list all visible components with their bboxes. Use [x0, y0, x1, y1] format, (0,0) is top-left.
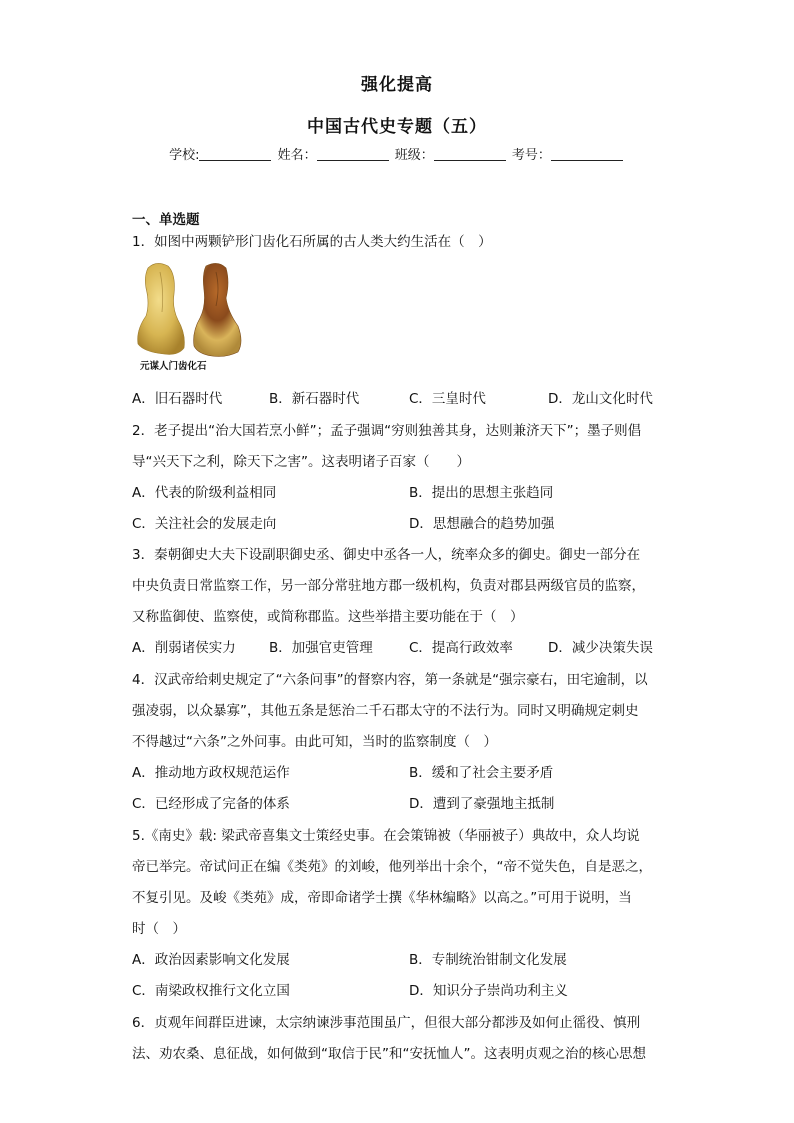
student-info-row [0, 144, 794, 163]
question-2-stem-line-2: 导“兴天下之利，除天下之害”。这表明诸子百家（ ） [132, 454, 470, 470]
question-4-stem-line-1: 4．汉武帝给刺史规定了“六条问事”的督察内容，第一条就是“强宗豪右，田宅逾制，以 [132, 672, 648, 688]
q4-option-c[interactable]: C．已经形成了完备的体系 [132, 796, 290, 812]
name-label: 姓名： [277, 148, 317, 163]
tooth-fossil-image [134, 260, 246, 372]
question-6-stem-line-2: 法、劝农桑、息征战，如何做到“取信于民”和“安抚恤人”。这表明贞观之治的核心思想 [132, 1046, 646, 1062]
q5-option-b[interactable]: B．专制统治钳制文化发展 [409, 952, 567, 968]
school-blank[interactable] [199, 147, 271, 161]
question-5-stem-line-1: 5.《南史》载: 梁武帝喜集文士策经史事。在会策锦被（华丽被子）典故中，众人均说 [132, 828, 640, 844]
q1-option-c[interactable]: C．三皇时代 [409, 391, 486, 407]
section-heading: 一、单选题 [132, 212, 200, 228]
question-5-stem-line-4: 时（ ） [132, 921, 186, 937]
exam-number-blank[interactable] [551, 147, 623, 161]
q1-option-a[interactable]: A．旧石器时代 [132, 391, 223, 407]
question-1-stem: 1．如图中两颗铲形门齿化石所属的古人类大约生活在（ ） [132, 234, 492, 250]
question-3-stem-line-3: 又称监御使、监察使，或简称郡监。这些举措主要功能在于（ ） [132, 609, 524, 625]
question-5-stem-line-2: 帝已举完。帝试问正在编《类苑》的刘峻，他列举出十余个，“帝不觉失色，自是恶之， [132, 859, 652, 875]
page-title: 强化提高 [361, 75, 433, 95]
question-2-stem-line-1: 2．老子提出“治大国若烹小鲜”；孟子强调“穷则独善其身，达则兼济天下”；墨子则倡 [132, 423, 642, 439]
q2-option-b[interactable]: B．提出的思想主张趋同 [409, 485, 554, 501]
question-5-stem-line-3: 不复引见。及峻《类苑》成，帝即命诸学士撰《华林编略》以高之。”可用于说明，当 [132, 890, 632, 906]
question-3-stem-line-1: 3．秦朝御史大夫下设副职御史丞、御史中丞各一人，统率众多的御史。御史一部分在 [132, 547, 641, 563]
class-label: 班级： [394, 148, 434, 163]
q4-option-b[interactable]: B．缓和了社会主要矛盾 [409, 765, 554, 781]
question-6-stem-line-1: 6．贞观年间群臣进谏，太宗纳谏涉事范围虽广，但很大部分都涉及如何止徭役、慎刑 [132, 1015, 641, 1031]
question-3-stem-line-2: 中央负责日常监察工作，另一部分常驻地方郡一级机构，负责对郡县两级官员的监察， [132, 578, 645, 594]
q3-option-a[interactable]: A．削弱诸侯实力 [132, 640, 236, 656]
q2-option-c[interactable]: C．关注社会的发展走向 [132, 516, 277, 532]
q3-option-c[interactable]: C．提高行政效率 [409, 640, 513, 656]
q3-option-d[interactable]: D．减少决策失误 [548, 640, 653, 656]
school-label: 学校: [169, 148, 200, 163]
name-blank[interactable] [317, 147, 389, 161]
q2-option-a[interactable]: A．代表的阶级利益相同 [132, 485, 277, 501]
question-4-stem-line-3: 不得越过“六条”之外问事。由此可知，当时的监察制度（ ） [132, 734, 497, 750]
q3-option-b[interactable]: B．加强官吏管理 [269, 640, 373, 656]
figure-caption: 元谋人门齿化石 [140, 361, 207, 372]
q1-option-b[interactable]: B．新石器时代 [269, 391, 360, 407]
q5-option-c[interactable]: C．南梁政权推行文化立国 [132, 983, 290, 999]
q2-option-d[interactable]: D．思想融合的趋势加强 [409, 516, 555, 532]
exam-number-label: 考号： [511, 148, 551, 163]
page-subtitle: 中国古代史专题（五） [307, 117, 487, 137]
q5-option-a[interactable]: A．政治因素影响文化发展 [132, 952, 290, 968]
q4-option-a[interactable]: A．推动地方政权规范运作 [132, 765, 290, 781]
class-blank[interactable] [434, 147, 506, 161]
q4-option-d[interactable]: D．遭到了豪强地主抵制 [409, 796, 555, 812]
question-4-stem-line-2: 强凌弱，以众暴寡”，其他五条是惩治二千石郡太守的不法行为。同时又明确规定刺史 [132, 703, 639, 719]
q1-option-d[interactable]: D．龙山文化时代 [548, 391, 653, 407]
q5-option-d[interactable]: D．知识分子崇尚功利主义 [409, 983, 568, 999]
